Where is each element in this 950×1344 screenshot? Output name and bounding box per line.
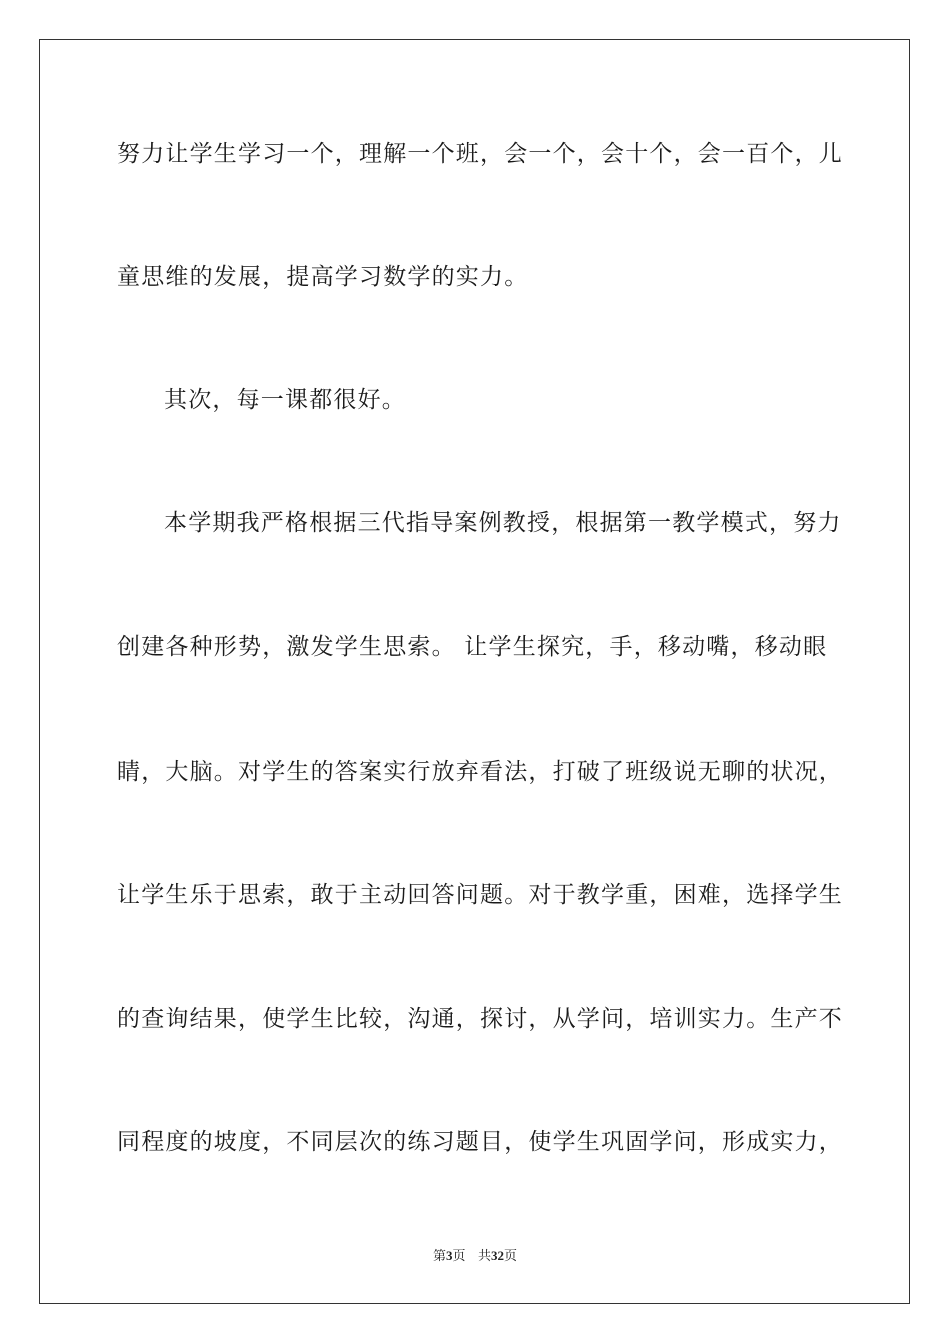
body-text-line-8: 的查询结果，使学生比较，沟通，探讨，从学问，培训实力。生产不 [117, 1006, 843, 1032]
body-text-line-6: 睛，大脑。对学生的答案实行放弃看法，打破了班级说无聊的状况， [117, 759, 843, 785]
page-suffix: 页 [452, 1249, 466, 1264]
total-pages: 32 [490, 1248, 504, 1263]
total-prefix: 共 [477, 1249, 491, 1264]
page-prefix: 第 [433, 1249, 447, 1264]
page-footer [0, 1247, 950, 1266]
body-text-line-4: 本学期我严格根据三代指导案例教授，根据第一教学模式，努力 [164, 510, 842, 536]
total-suffix: 页 [503, 1249, 517, 1264]
page-border [39, 39, 910, 1304]
body-text-line-5: 创建各种形势，激发学生思索。 让学生探究，手，移动嘴，移动眼 [117, 634, 828, 660]
body-text-line-9: 同程度的坡度，不同层次的练习题目，使学生巩固学问，形成实力， [117, 1129, 843, 1155]
body-text-line-1: 努力让学生学习一个，理解一个班，会一个，会十个，会一百个，儿 [117, 141, 843, 167]
body-text-line-2: 童思维的发展，提高学习数学的实力。 [117, 264, 529, 290]
body-text-line-3: 其次，每一课都很好。 [164, 387, 406, 413]
body-text-line-7: 让学生乐于思索，敢于主动回答问题。对于教学重，困难，选择学生 [117, 882, 843, 908]
page-number: 3 [446, 1248, 453, 1263]
